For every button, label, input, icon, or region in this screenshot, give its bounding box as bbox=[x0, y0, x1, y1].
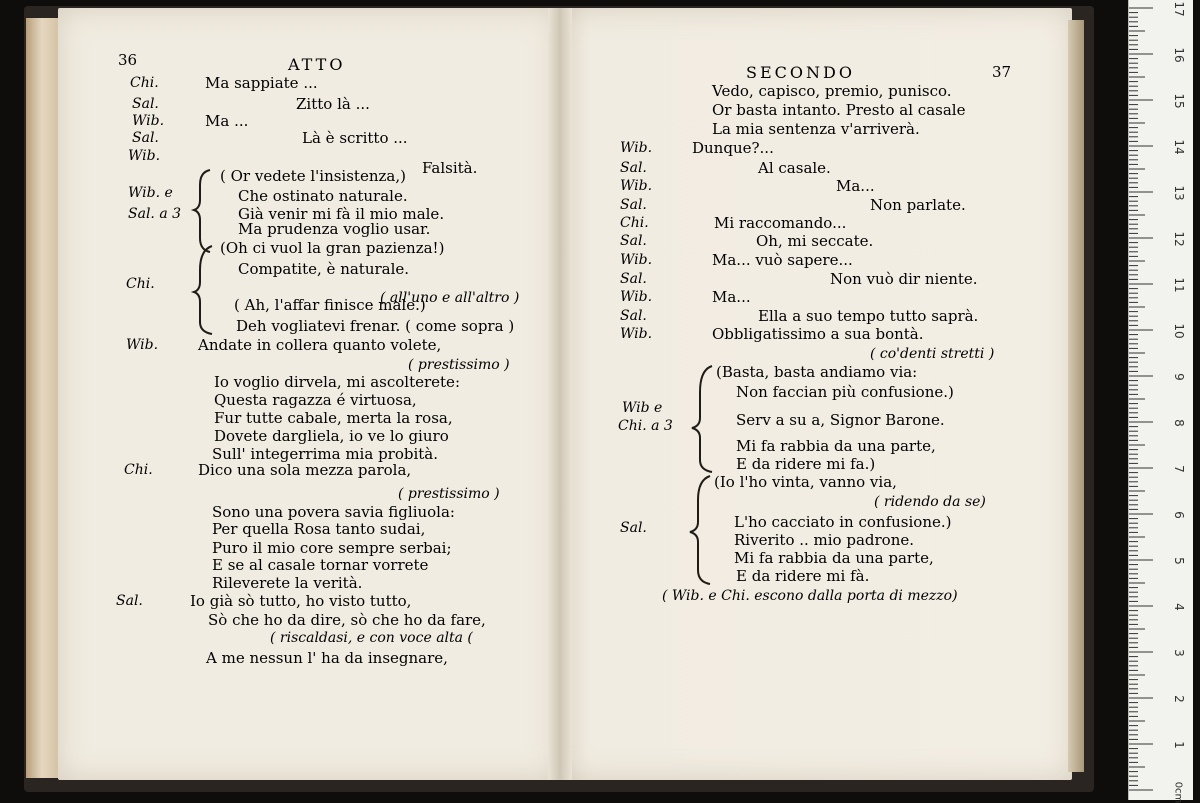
verse-line: Questa ragazza é virtuosa, bbox=[214, 391, 417, 409]
verse-line: Vedo, capisco, premio, punisco. bbox=[712, 82, 952, 100]
speaker-label: Wib. bbox=[620, 178, 653, 194]
verse-line: A me nessun l' ha da insegnare, bbox=[206, 649, 448, 667]
verse-line: Ma... bbox=[836, 177, 875, 195]
verse-line: Non faccian più confusione.) bbox=[736, 383, 954, 401]
verse-line: E da ridere mi fà. bbox=[736, 567, 870, 585]
verse-line: Rileverete la verità. bbox=[212, 574, 363, 592]
ruler-number: 1 bbox=[1172, 741, 1186, 749]
verse-line: Sò che ho da dire, sò che ho da fare, bbox=[208, 611, 486, 629]
ruler-number: 6 bbox=[1172, 511, 1186, 519]
speaker-label: Wib. bbox=[620, 289, 653, 305]
verse-line: Zitto là ... bbox=[296, 95, 370, 113]
speaker-label: Sal. bbox=[620, 160, 647, 176]
verse-line: Ella a suo tempo tutto saprà. bbox=[758, 307, 979, 325]
speaker-label: Chi. bbox=[124, 462, 153, 478]
verse-line: Dico una sola mezza parola, bbox=[198, 461, 412, 479]
stage-direction: ( prestissimo ) bbox=[398, 486, 500, 502]
verse-line: Là è scritto ... bbox=[302, 129, 408, 147]
verse-line: ( Or vedete l'insistenza,) bbox=[220, 167, 406, 185]
stage-direction: ( co'denti stretti ) bbox=[870, 346, 995, 362]
verse-line: Compatite, è naturale. bbox=[238, 260, 410, 278]
ruler-number: 2 bbox=[1172, 695, 1186, 703]
verse-line: Che ostinato naturale. bbox=[238, 187, 408, 205]
ruler-number: 10 bbox=[1172, 323, 1186, 339]
ruler-number: 4 bbox=[1172, 603, 1186, 611]
verse-line: Io voglio dirvela, mi ascolterete: bbox=[214, 373, 460, 391]
brace-left-1 bbox=[194, 170, 210, 252]
brace-left-2 bbox=[194, 246, 212, 334]
verse-line: Ma ... bbox=[205, 112, 249, 130]
verse-line: Ma prudenza voglio usar. bbox=[238, 220, 431, 238]
ruler-number: 8 bbox=[1172, 419, 1186, 427]
speaker-label: Wib. bbox=[620, 140, 653, 156]
verse-line: Mi fa rabbia da una parte, bbox=[734, 549, 934, 567]
ruler-number: 7 bbox=[1172, 465, 1186, 473]
verse-line: (Io l'ho vinta, vanno via, bbox=[714, 473, 897, 491]
ruler-unit: 0cm bbox=[1172, 781, 1184, 803]
verse-line: Al casale. bbox=[758, 159, 831, 177]
stage-direction: ( ridendo da se) bbox=[874, 494, 986, 510]
verse-line: Oh, mi seccate. bbox=[756, 232, 874, 250]
stage-direction: ( all'uno e all'altro ) bbox=[380, 290, 520, 306]
brace-right-2 bbox=[690, 476, 710, 584]
measuring-ruler bbox=[1128, 0, 1193, 803]
speaker-label: Sal. bbox=[132, 130, 159, 146]
speaker-label: Sal. bbox=[116, 593, 143, 609]
speaker-label: Wib. bbox=[126, 337, 159, 353]
verse-line: Ma... vuò sapere... bbox=[712, 251, 853, 269]
ruler-number: 14 bbox=[1172, 139, 1186, 155]
ruler-number: 16 bbox=[1172, 47, 1186, 63]
verse-line: Andate in collera quanto volete, bbox=[198, 336, 442, 354]
verse-line: Deh vogliatevi frenar. ( come sopra ) bbox=[236, 317, 515, 335]
verse-line: Mi raccomando... bbox=[714, 214, 847, 232]
speaker-label: Sal. bbox=[620, 308, 647, 324]
verse-line: E da ridere mi fa.) bbox=[736, 455, 876, 473]
verse-line: Riverito .. mio padrone. bbox=[734, 531, 915, 549]
verse-line: Ma... bbox=[712, 288, 751, 306]
verse-line: Ma sappiate ... bbox=[205, 74, 318, 92]
left-page-number: 36 bbox=[118, 51, 138, 69]
ruler-number: 15 bbox=[1172, 93, 1186, 109]
speaker-label: Wib. bbox=[128, 148, 161, 164]
speaker-label: Chi. bbox=[130, 75, 159, 91]
verse-line: ( Ah, l'affar finisce male.) bbox=[234, 296, 426, 314]
verse-line: Non vuò dir niente. bbox=[830, 270, 978, 288]
ruler-number: 17 bbox=[1172, 1, 1186, 17]
verse-line: (Oh ci vuol la gran pazienza!) bbox=[220, 239, 445, 257]
stage-direction: ( riscaldasi, e con voce alta ( bbox=[270, 630, 473, 646]
verse-line: Sull' integerrima mia probità. bbox=[212, 445, 439, 463]
ruler-number: 3 bbox=[1172, 649, 1186, 657]
verse-line: Dunque?... bbox=[692, 139, 774, 157]
ruler-number: 13 bbox=[1172, 185, 1186, 201]
speaker-label: Sal. bbox=[620, 233, 647, 249]
verse-line: Io già sò tutto, ho visto tutto, bbox=[190, 592, 412, 610]
verse-line: Sono una povera savia figliuola: bbox=[212, 503, 455, 521]
right-page-number: 37 bbox=[992, 63, 1012, 81]
verse-line: Puro il mio core sempre serbai; bbox=[212, 539, 452, 557]
speaker-label: Sal. a 3 bbox=[128, 206, 182, 222]
stage-direction: ( prestissimo ) bbox=[408, 357, 510, 373]
speaker-label: Sal. bbox=[620, 520, 647, 536]
ruler-number: 5 bbox=[1172, 557, 1186, 565]
verse-line: Per quella Rosa tanto sudai, bbox=[212, 520, 426, 538]
speaker-label: Wib. e bbox=[128, 185, 173, 201]
speaker-label: Sal. bbox=[132, 96, 159, 112]
speaker-label: Wib. bbox=[132, 113, 165, 129]
verse-line: Or basta intanto. Presto al casale bbox=[712, 101, 966, 119]
right-running-header: SECONDO bbox=[746, 63, 855, 82]
verse-line: L'ho cacciato in confusione.) bbox=[734, 513, 952, 531]
verse-line: La mia sentenza v'arriverà. bbox=[712, 120, 920, 138]
verse-line: Già venir mi fà il mio male. bbox=[238, 205, 445, 223]
speaker-label: Wib e bbox=[622, 400, 663, 416]
speaker-label: Wib. bbox=[620, 326, 653, 342]
speaker-label: Wib. bbox=[620, 252, 653, 268]
verse-line: Dovete dargliela, io ve lo giuro bbox=[214, 427, 449, 445]
verse-line: Fur tutte cabale, merta la rosa, bbox=[214, 409, 453, 427]
stage-direction: ( Wib. e Chi. escono dalla porta di mezzo) bbox=[662, 588, 958, 604]
verse-line: Non parlate. bbox=[870, 196, 966, 214]
ruler-ticks bbox=[1129, 0, 1193, 800]
ruler-number: 12 bbox=[1172, 231, 1186, 247]
ruler-number: 11 bbox=[1172, 277, 1186, 293]
brace-right-1 bbox=[692, 366, 712, 472]
speaker-label: Sal. bbox=[620, 271, 647, 287]
verse-line: Obbligatissimo a sua bontà. bbox=[712, 325, 924, 343]
speaker-label: Chi. bbox=[126, 276, 155, 292]
speaker-label: Sal. bbox=[620, 197, 647, 213]
speaker-label: Chi. bbox=[620, 215, 649, 231]
verse-line: Falsità. bbox=[422, 159, 478, 177]
left-running-header: ATTO bbox=[288, 55, 346, 74]
verse-line: (Basta, basta andiamo via: bbox=[716, 363, 918, 381]
verse-line: Serv a su a, Signor Barone. bbox=[736, 411, 945, 429]
verse-line: E se al casale tornar vorrete bbox=[212, 556, 429, 574]
ruler-number: 9 bbox=[1172, 373, 1186, 381]
speaker-label: Chi. a 3 bbox=[618, 418, 673, 434]
verse-line: Mi fa rabbia da una parte, bbox=[736, 437, 936, 455]
